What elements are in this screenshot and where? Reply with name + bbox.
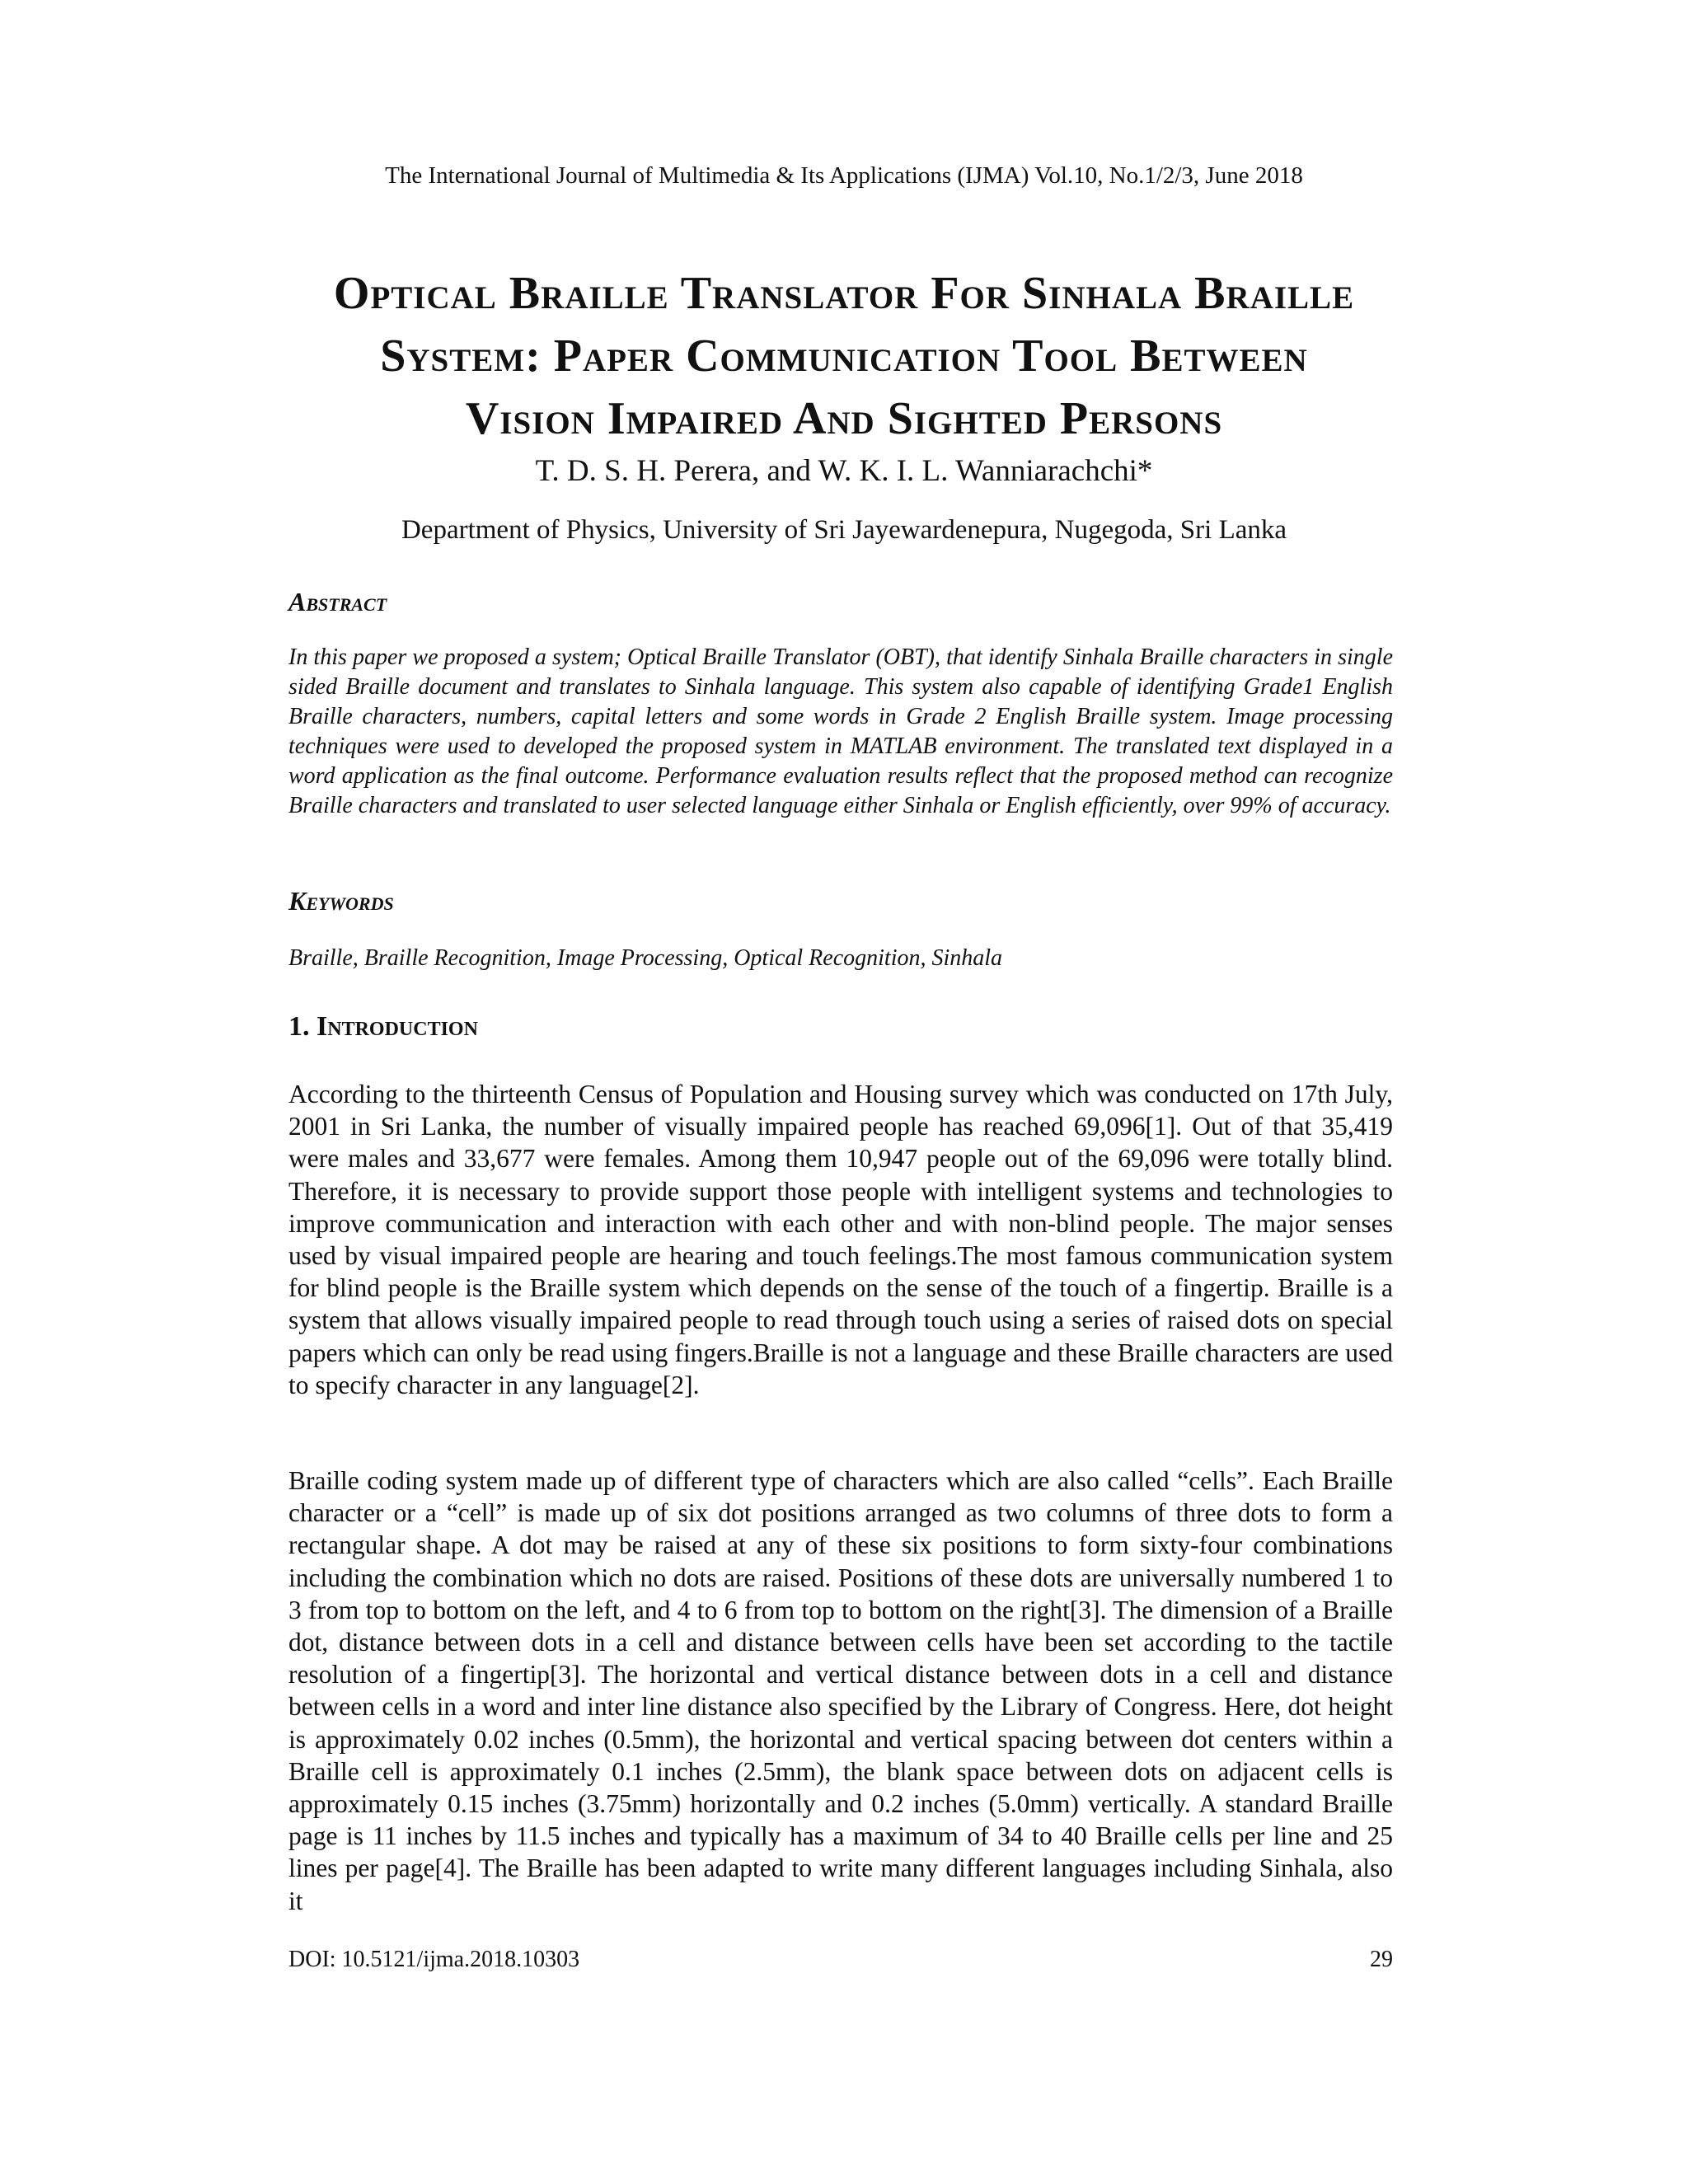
doi-link[interactable]: DOI: 10.5121/ijma.2018.10303 bbox=[288, 1947, 580, 1972]
section-title: Introduction bbox=[316, 1011, 478, 1042]
title-line-1: Optical Braille Translator For Sinhala Braille bbox=[333, 268, 1355, 319]
journal-running-header: The International Journal of Multimedia & Its Applications (IJMA) Vol.10, No.1/2/3, June 2018 bbox=[385, 162, 1303, 189]
introduction-paragraph-1: According to the thirteenth Census of Population and Housing survey which was conducted on 17th July, 2001 in Sri Lanka, the number of visually impaired people has reached 69,096[1]. Out of that 35,419 were males and 33,677 were females. Among them 10,947 people out of the 69,096 were totally blind. Therefore, it is necessary to provide support those people with intelligent systems and technologies to improve communication and interaction with each other and with non-blind people. The major senses used by visual impaired people are hearing and touch feelings.The most famous communication system for blind people is the Braille system which depends on the sense of the touch of a fingertip. Braille is a system that allows visually impaired people to read through touch using a series of raised dots on special papers which can only be read using fingers.Braille is not a language and these Braille characters are used to specify character in any language[2]. bbox=[288, 1080, 1393, 1399]
abstract-heading: Abstract bbox=[288, 587, 387, 616]
author-list: T. D. S. H. Perera, and W. K. I. L. Wanniarachchi* bbox=[535, 454, 1153, 488]
title-line-3: Vision Impaired And Sighted Persons bbox=[465, 393, 1223, 444]
keywords-heading: Keywords bbox=[288, 886, 394, 916]
page-number: 29 bbox=[1370, 1947, 1393, 1972]
abstract-text: In this paper we proposed a system; Optical Braille Translator (OBT), that identify Sinhala Braille characters in single sided Braille document and translates to Sinhala language. This system also capable of identifying Grade1 English Braille characters, numbers, capital letters and some words in Grade 2 English Braille system. Image processing techniques were used to developed the proposed system in MATLAB environment. The translated text displayed in a word application as the final outcome. Performance evaluation results reflect that the proposed method can recognize Braille characters and translated to user selected language either Sinhala or English efficiently, over 99% of accuracy. bbox=[288, 644, 1393, 818]
keywords-text: Braille, Braille Recognition, Image Processing, Optical Recognition, Sinhala bbox=[288, 945, 1003, 971]
introduction-heading bbox=[288, 1010, 478, 1044]
author-affiliation: Department of Physics, University of Sri Jayewardenepura, Nugegoda, Sri Lanka bbox=[401, 515, 1287, 545]
paper-title bbox=[165, 262, 1523, 450]
introduction-paragraph-2: Braille coding system made up of different type of characters which are also called “cells”. Each Braille character or a “cell” is made up of six dot positions arranged as two columns of three dots to form a rectangular shape. A dot may be raised at any of these six positions to form sixty-four combinations including the combination which no dots are raised. Positions of these dots are universally numbered 1 to 3 from top to bottom on the left, and 4 to 6 from top to bottom on the right[3]. The dimension of a Braille dot, distance between dots in a cell and distance between cells have been set according to the tactile resolution of a fingertip[3]. The horizontal and vertical distance between dots in a cell and distance between cells in a word and inter line distance also specified by the Library of Congress. Here, dot height is approximately 0.02 inches (0.5mm), the horizontal and vertical spacing between dot centers within a Braille cell is approximately 0.1 inches (2.5mm), the blank space between dots on adjacent cells is approximately 0.15 inches (3.75mm) horizontally and 0.2 inches (5.0mm) vertically. A standard Braille page is 11 inches by 11.5 inches and typically has a maximum of 34 to 40 Braille cells per line and 25 lines per page[4]. The Braille has been adapted to write many different languages including Sinhala, also it bbox=[288, 1466, 1393, 1915]
section-number: 1. bbox=[288, 1011, 310, 1042]
title-line-2: System: Paper Communication Tool Between bbox=[380, 330, 1308, 382]
